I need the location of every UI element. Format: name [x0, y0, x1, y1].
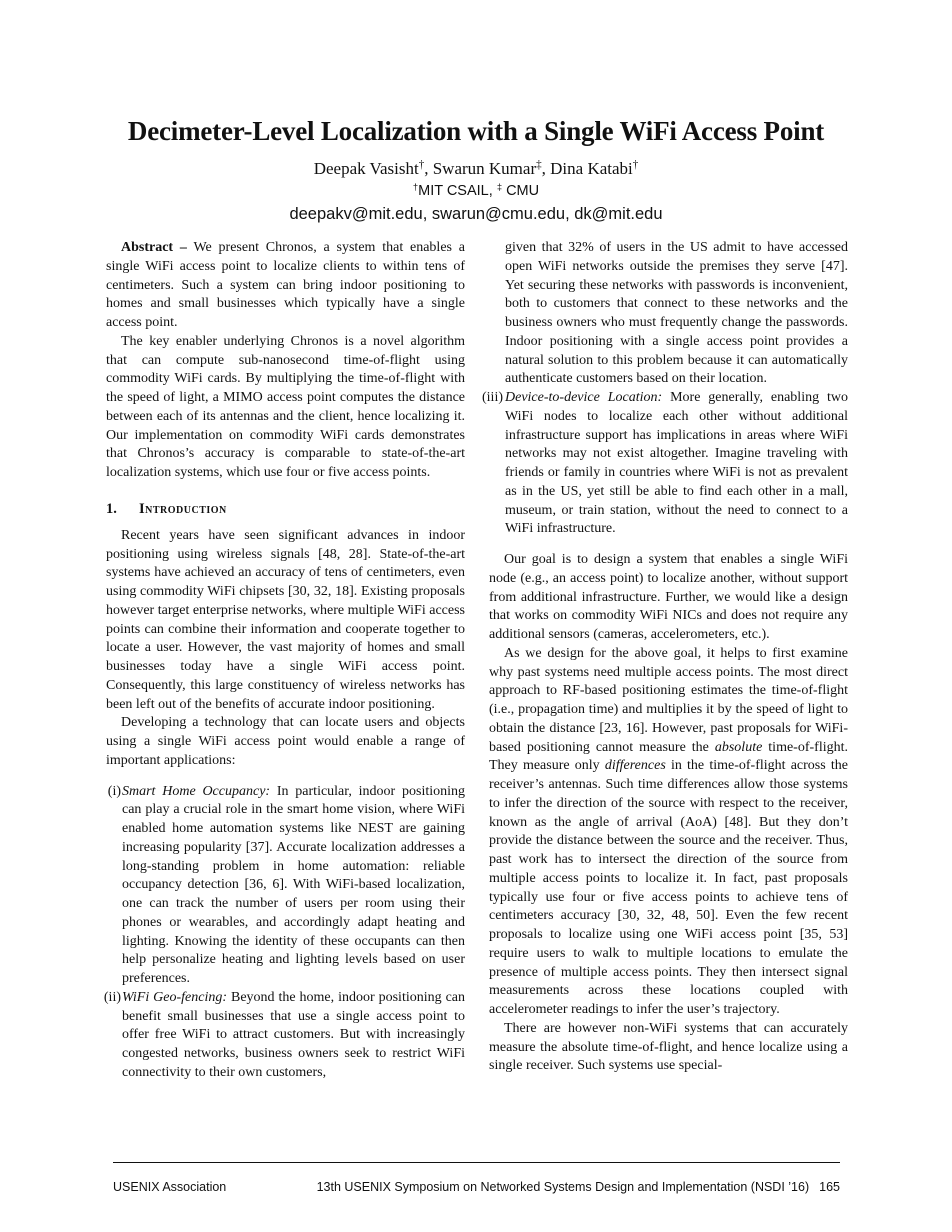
affiliation-mark: †: [412, 180, 419, 192]
list-item-label: Device-to-device Location:: [505, 390, 663, 405]
list-item: [106, 783, 465, 989]
emphasis: differences: [604, 758, 666, 774]
right-column: [482, 239, 848, 1076]
author-mark: †: [418, 158, 425, 171]
paper-title: Decimeter-Level Localization with a Single WiFi Access Point: [127, 116, 825, 146]
list-item-text: In particular, indoor positioning can play a crucial role in the smart home vision, where WiFi enabled home automation systems like NEST are gaining increasing popularity [37]. Accurate localization addresses a long-standing problem in home automation: reliable occupancy detection [36, 6]. With WiFi-based localization, one can track the number of users per room using their phones or wearables, and accordingly adapt heating and lighting. Knowing the identity of these occupants can then help personalize heating and lighting levels based on user preferences.: [122, 783, 465, 986]
affiliations: †MIT CSAIL, ‡ CMU: [412, 180, 540, 199]
list-marker: (i): [107, 783, 121, 799]
author-mark: ‡: [536, 158, 542, 171]
author-name: Deepak Vasisht: [313, 159, 419, 178]
list-item: [103, 989, 465, 1083]
body-paragraph: [489, 645, 848, 1020]
body-paragraph: There are however non-WiFi systems that can accurately measure the absolute time-of-flight, and hence localize using a single receiver. Such systems use special-: [489, 1020, 848, 1074]
page-number: 165: [819, 1180, 840, 1194]
author-list: Deepak Vasisht†, Swarun Kumar‡, Dina Katabi†: [313, 158, 639, 178]
list-item: [482, 389, 848, 539]
abstract-paragraph: [106, 239, 465, 333]
list-marker: (ii): [103, 989, 121, 1005]
venue-name: 13th USENIX Symposium on Networked Systems Design and Implementation (NSDI ’16): [316, 1180, 810, 1194]
author-emails: deepakv@mit.edu, swarun@cmu.edu, dk@mit.edu: [289, 205, 663, 223]
list-item-text: given that 32% of users in the US admit to have accessed open WiFi networks outside the premises they serve [47]. Yet securing these networks with passwords is inconvenient, both to customers that connect to these networks and the business owners who must frequently change the passwords. Indoor positioning with a single access point provides a natural solution to this problem because it can automatically authenticate customers based on their location.: [505, 240, 848, 387]
body-paragraph: Our goal is to design a system that enables a single WiFi node (e.g., an access point) to localize another, without support from additional infrastructure. Further, we would like a design that works on commodity WiFi NICs and does not require any additional sensors (cameras, accelerometers, etc.).: [489, 552, 848, 642]
abstract-text: We present Chronos, a system that enables a single WiFi access point to localize clients to within tens of centimeters. Such a system can bring indoor positioning to homes and small businesses which typically have a single access point.: [106, 240, 465, 330]
author-name: Dina Katabi: [550, 159, 633, 178]
list-marker: (iii): [482, 390, 503, 405]
body-paragraph: Developing a technology that can locate users and objects using a single WiFi access point would enable a range of important applications:: [106, 715, 465, 768]
section-number: 1.: [106, 500, 117, 517]
list-item-label: WiFi Geo-fencing:: [122, 989, 228, 1005]
list-item-text: More generally, enabling two WiFi nodes to localize each other without additional infrastructure support has implications in areas where WiFi networks may not exist altogether. Imagine traveling with friends or family in countries where WiFi is not as prevalent as in the US, yet still be able to find each other in a mall, museum, or train station, without the need to connect to a WiFi infrastructure.: [505, 390, 848, 537]
section-heading: [106, 499, 465, 519]
left-column: [103, 239, 465, 1083]
author-name: Swarun Kumar: [432, 159, 537, 178]
abstract-paragraph: The key enabler underlying Chronos is a novel algorithm that can compute sub-nanosecond time-of-flight using commodity WiFi cards. By multiplying the time-of-flight with the speed of light, a MIMO access point computes the distance between each of its antennas and the client, hence localizing it. Our implementation on commodity WiFi cards demonstrates that Chronos’s accuracy is comparable to state-of-the-art localization systems, which use four or five access points.: [106, 333, 465, 480]
list-item-continuation: [489, 239, 848, 389]
text-run: As we design for the above goal, it helps to first examine why past systems need multiple access points. The most direct approach to RF-based positioning estimates the time-of-flight (i.e., propagation time) and multiplies it by the speed of light to obtain the distance [23, 16]. However, past proposals for WiFi-based positioning cannot measure the: [489, 645, 848, 755]
footer-venue: [317, 1179, 840, 1195]
body-paragraph: Recent years have seen significant advances in indoor positioning using wireless signals [48, 28]. State-of-the-art systems have achieved an accuracy of tens of centimeters, even using commodity WiFi chipsets [30, 32, 18]. Existing proposals however target enterprise networks, where multiple WiFi access points can combine their information and cooperate together to locate a user. However, the vast majority of homes and small businesses today have a single WiFi access point. Consequently, this large constituency of wireless networks has been left out of the benefits of accurate indoor positioning.: [106, 527, 465, 712]
author-mark: †: [632, 158, 639, 171]
emphasis: absolute: [714, 739, 763, 755]
footer-association: USENIX Association: [113, 1180, 227, 1194]
section-title: Introduction: [139, 500, 227, 517]
affiliation-name: MIT CSAIL: [418, 183, 489, 199]
text-run: in the time-of-flight across the receiver’s antennas. Such time differences allow those systems to infer the direction of the source with respect to the receiver, known as the angle of arrival (AoA) [48]. But they don’t provide the distance between the source and the receiver. Thus, past work has to intersect the direction of the source from multiple access points to localize it. In fact, past proposals typically use four or five access points to achieve tens of centimeters accuracy [30, 32, 48, 50]. Even the few recent proposals to localize using one WiFi access point [35, 53] require users to walk to multiple locations to emulate the presence of multiple access points. They then intersect signal measurements across these locations coupled with accelerometer readings to infer the user’s trajectory.: [489, 758, 848, 1017]
affiliation-mark: ‡: [496, 180, 503, 192]
abstract-label: Abstract –: [121, 240, 187, 255]
footer-rule: [113, 1162, 840, 1163]
affiliation-name: CMU: [506, 183, 540, 199]
list-item-text: Beyond the home, indoor positioning can benefit small businesses that use a single access point to offer free WiFi to attract customers. But with increasingly congested networks, business owners seek to restrict WiFi connectivity to their own customers,: [122, 989, 465, 1080]
text-run: time-of-flight. They measure only: [489, 739, 848, 774]
list-item-label: Smart Home Occupancy:: [122, 783, 271, 799]
